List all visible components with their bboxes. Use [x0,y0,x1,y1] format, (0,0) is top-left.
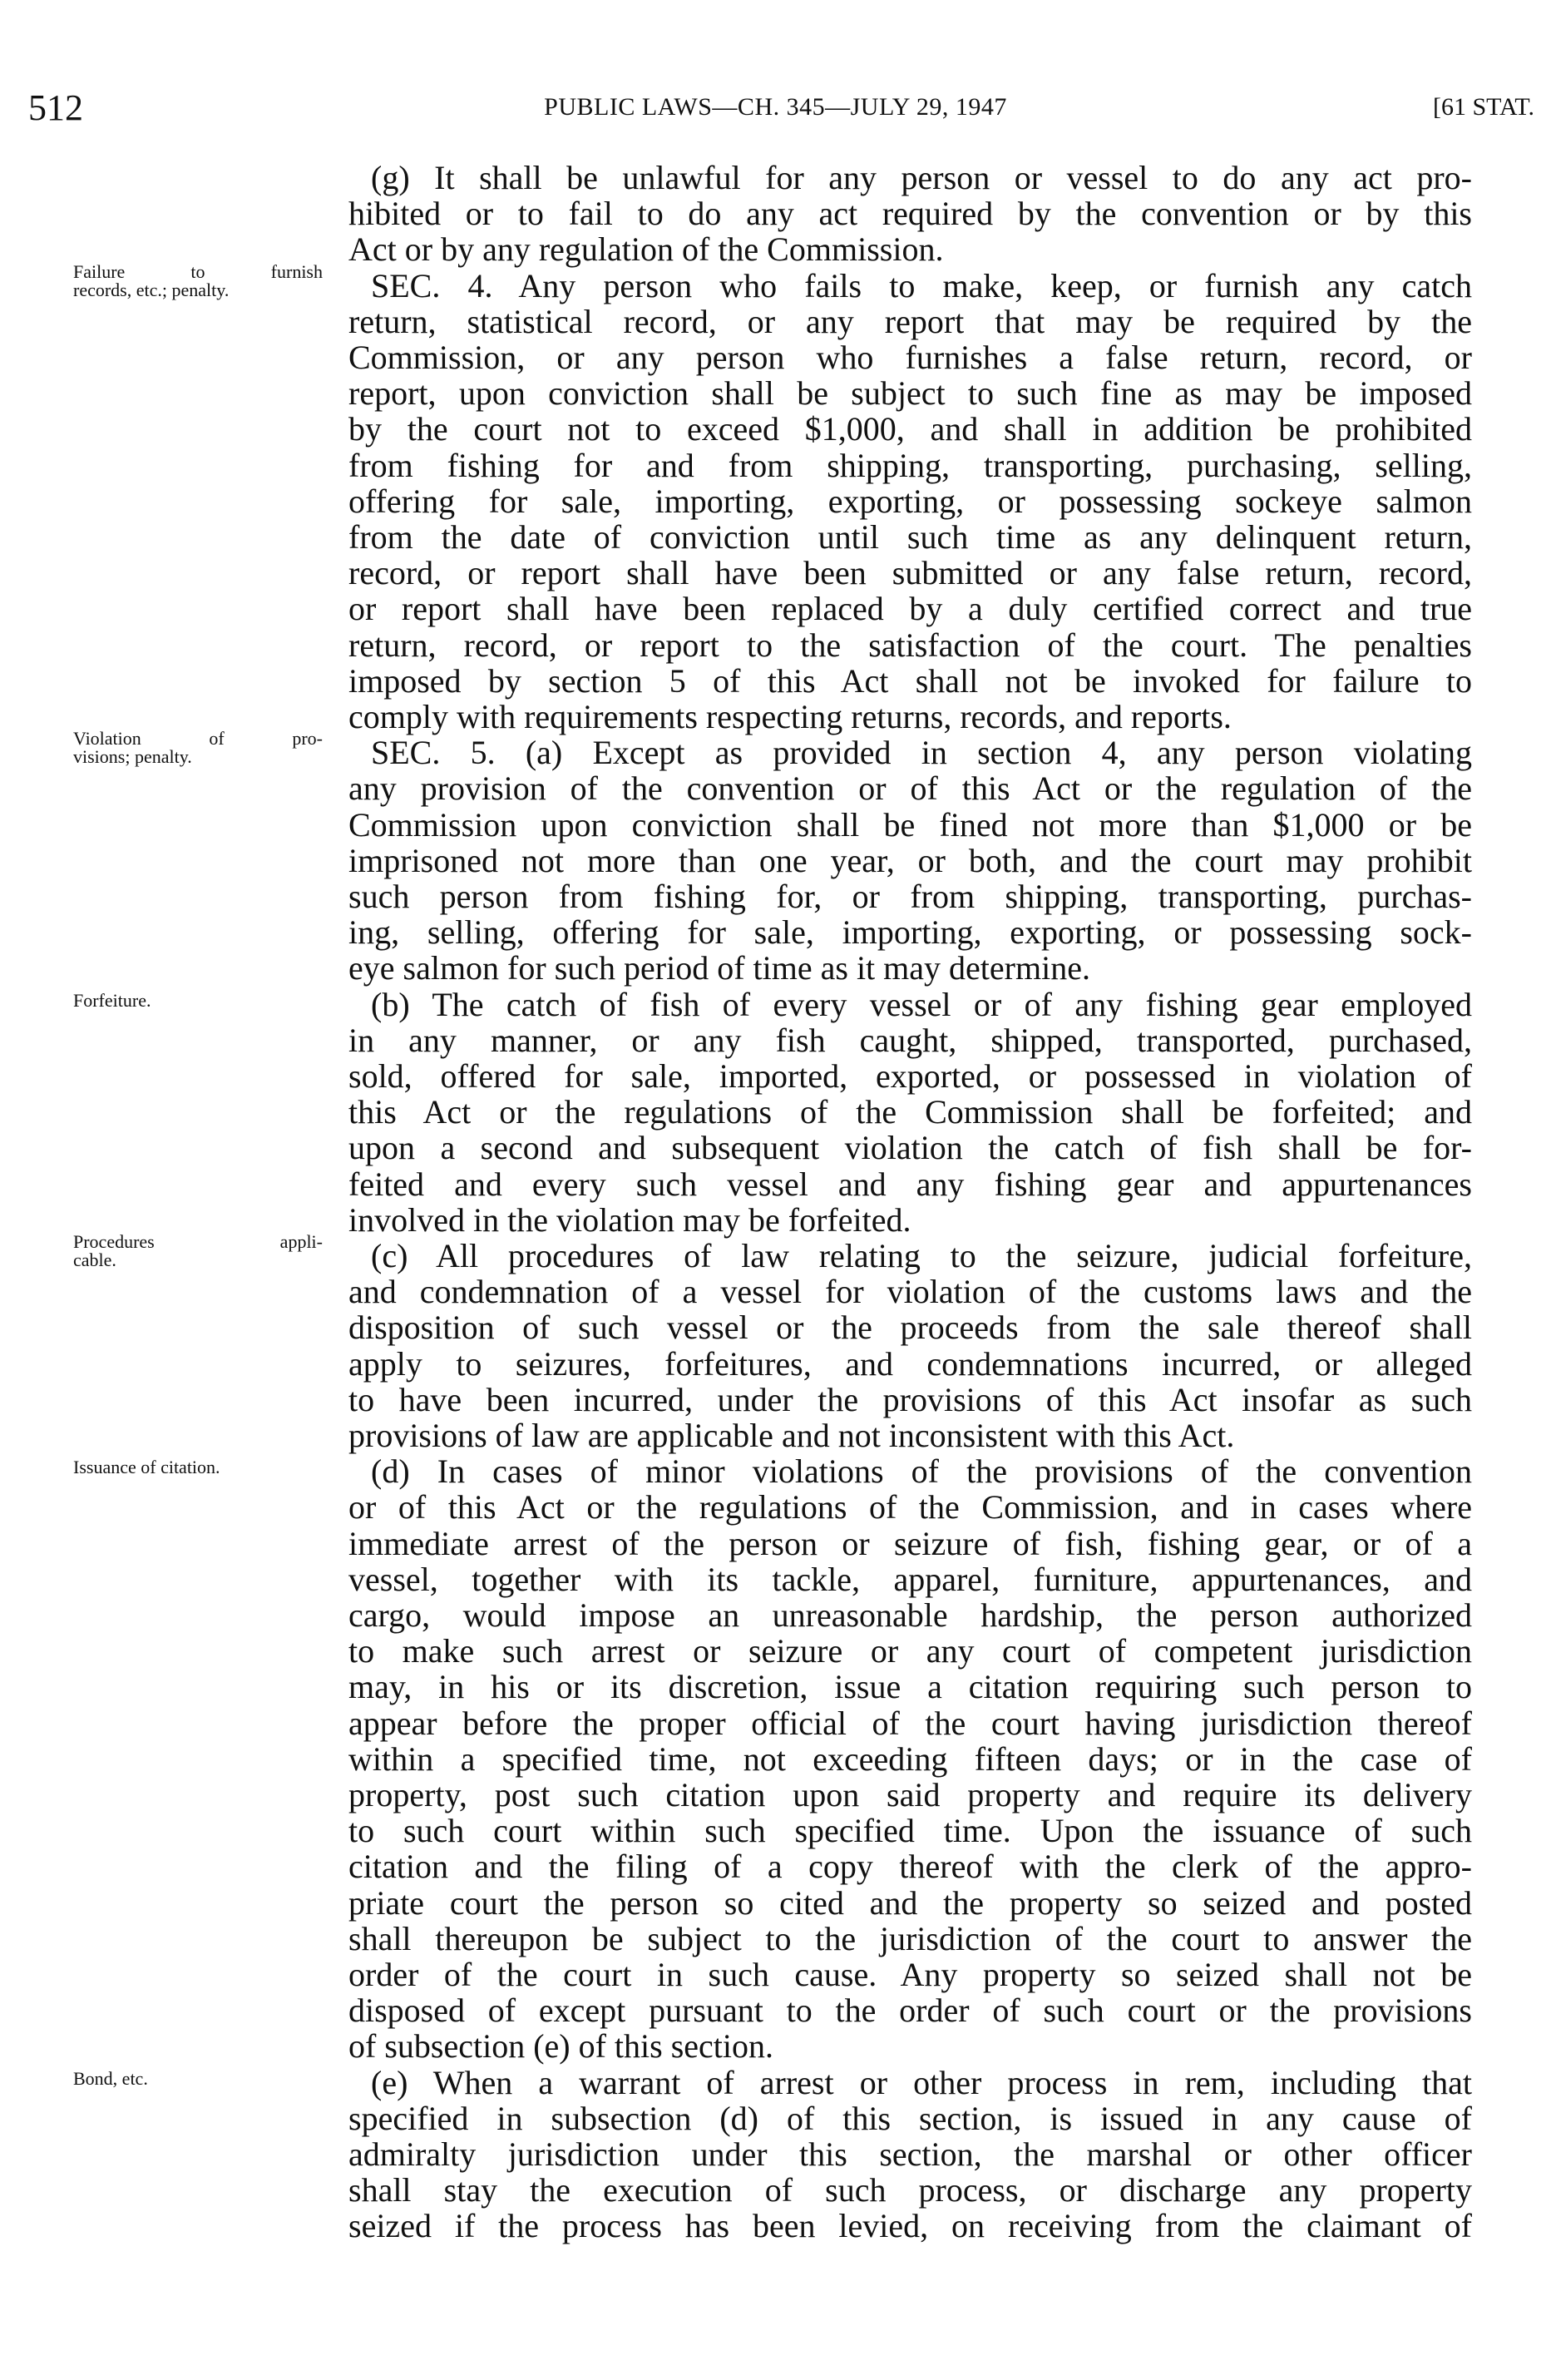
text-line: involved in the violation may be forfeited. [348,1200,911,1239]
text-line: (b) The catch of fish of every vessel or of any fishing gear employed [371,985,1472,1023]
text-line: Commission, or any person who furnishes a false return, record, or [348,339,1472,376]
text-line: comply with requirements respecting returns, records, and reports. [348,698,1232,735]
margin-note-line: Failure to furnish [73,260,323,282]
text-line: (g) It shall be unlawful for any person or vessel to do any act pro- [371,159,1472,196]
text-line: (c) All procedures of law relating to the seizure, judicial forfeiture, [371,1237,1472,1274]
margin-note [73,989,323,1011]
text-line: ing, selling, offering for sale, importing, exporting, or possessing sock- [348,913,1472,952]
text-line: Commission upon conviction shall be fined not more than $1,000 or be [348,805,1472,844]
text-line: by the court not to exceed $1,000, and shall in addition be prohibited [348,410,1472,448]
text-line: feited and every such vessel and any fishing gear and appurtenances [348,1165,1472,1203]
text-line: shall thereupon be subject to the jurisdiction of the court to answer the [348,1919,1472,1957]
margin-note [73,260,323,300]
margin-note [73,1233,323,1269]
text-line: provisions of law are applicable and not inconsistent with this Act. [348,1417,1235,1454]
text-line: cargo, would impose an unreasonable hardship, the person authorized [348,1596,1472,1634]
text-line: imposed by section 5 of this Act shall not be invoked for failure to [348,661,1472,700]
text-line: and condemnation of a vessel for violation of the customs laws and the [348,1273,1472,1311]
text-line: citation and the filing of a copy thereof with the clerk of the appro- [348,1848,1472,1886]
text-line: from the date of conviction until such time as any delinquent return, [348,518,1472,556]
text-line: admiralty jurisdiction under this section, the marshal or other officer [348,2135,1472,2173]
margin-note-line: Issuance of citation. [73,1457,220,1478]
text-line: shall stay the execution of such process, or discharge any property [348,2171,1472,2209]
text-line: to make such arrest or seizure or any court of competent jurisdiction [348,1632,1472,1670]
margin-note-line: Violation of pro- [73,728,323,750]
text-line: may, in his or its discretion, issue a citation requiring such person to [348,1668,1472,1706]
text-line: of subsection (e) of this section. [348,2027,773,2066]
text-line: SEC. 4. Any person who fails to make, keep, or furnish any catch [371,266,1472,304]
margin-note-line: Procedures appli- [73,1231,323,1252]
text-line: such person from fishing for, or from shipping, transporting, purchas- [348,878,1472,915]
text-line: return, statistical record, or any report that may be required by the [348,302,1472,340]
text-line: sold, offered for sale, imported, exported, or possessed in violation of [348,1057,1472,1095]
margin-note-line: Bond, etc. [73,2067,148,2089]
text-line: or of this Act or the regulations of the Commission, and in cases where [348,1488,1472,1526]
text-line: offering for sale, importing, exporting, or possessing sockeye salmon [348,482,1472,520]
text-line: vessel, together with its tackle, apparel, furniture, appurtenances, and [348,1560,1472,1598]
text-line: upon a second and subsequent violation the catch of fish shall be for- [348,1129,1472,1167]
margin-note-line: cable. [73,1249,116,1270]
text-line: seized if the process has been levied, on receiving from the claimant of [348,2207,1472,2245]
margin-note [73,2067,323,2089]
margin-note-line: Forfeiture. [73,989,151,1011]
margin-note-line: records, etc.; penalty. [73,279,230,300]
text-line: SEC. 5. (a) Except as provided in section 4, any person violating [371,734,1472,772]
text-line: to such court within such specified time. Upon the issuance of such [348,1812,1472,1850]
text-line: property, post such citation upon said property and require its delivery [348,1776,1472,1813]
margin-note-line: visions; penalty. [73,746,192,768]
text-line: within a specified time, not exceeding fifteen days; or in the case of [348,1739,1472,1778]
text-line: appear before the proper official of the court having jurisdiction thereof [348,1704,1472,1742]
text-line: hibited or to fail to do any act required by the convention or by this [348,195,1472,233]
text-line: from fishing for and from shipping, transporting, purchasing, selling, [348,446,1472,484]
text-line: specified in subsection (d) of this section, is issued in any cause of [348,2099,1472,2137]
text-line: disposition of such vessel or the proceeds from the sale thereof shall [348,1309,1472,1347]
text-line: (d) In cases of minor violations of the provisions of the convention [371,1452,1472,1491]
statute-reference: [61 STAT. [1432,93,1534,121]
text-line: imprisoned not more than one year, or both, and the court may prohibit [348,841,1472,879]
text-line: to have been incurred, under the provisions of this Act insofar as such [348,1380,1472,1418]
text-line: Act or by any regulation of the Commission. [348,230,944,269]
text-line: this Act or the regulations of the Commission shall be forfeited; and [348,1093,1472,1131]
text-line: record, or report shall have been submitted or any false return, record, [348,554,1472,592]
margin-note [73,730,323,766]
page-number: 512 [28,87,83,128]
text-line: return, record, or report to the satisfaction of the court. The penalties [348,626,1472,664]
text-line: eye salmon for such period of time as it may determine. [348,949,1090,987]
text-line: any provision of the convention or of this Act or the regulation of the [348,769,1472,808]
text-line: apply to seizures, forfeitures, and condemnations incurred, or alleged [348,1344,1472,1383]
text-line: or report shall have been replaced by a duly certified correct and true [348,590,1472,628]
text-line: report, upon conviction shall be subject to such fine as may be imposed [348,374,1472,413]
running-head: PUBLIC LAWS—CH. 345—JULY 29, 1947 [544,93,1007,121]
text-line: immediate arrest of the person or seizure of fish, fishing gear, or of a [348,1524,1472,1562]
text-line: priate court the person so cited and the property so seized and posted [348,1883,1472,1922]
text-line: in any manner, or any fish caught, shipped, transported, purchased, [348,1021,1472,1059]
margin-note [73,1458,323,1477]
text-line: disposed of except pursuant to the order of such court or the provisions [348,1992,1472,2030]
text-line: order of the court in such cause. Any property so seized shall not be [348,1956,1472,1993]
text-line: (e) When a warrant of arrest or other process in rem, including that [371,2063,1472,2101]
